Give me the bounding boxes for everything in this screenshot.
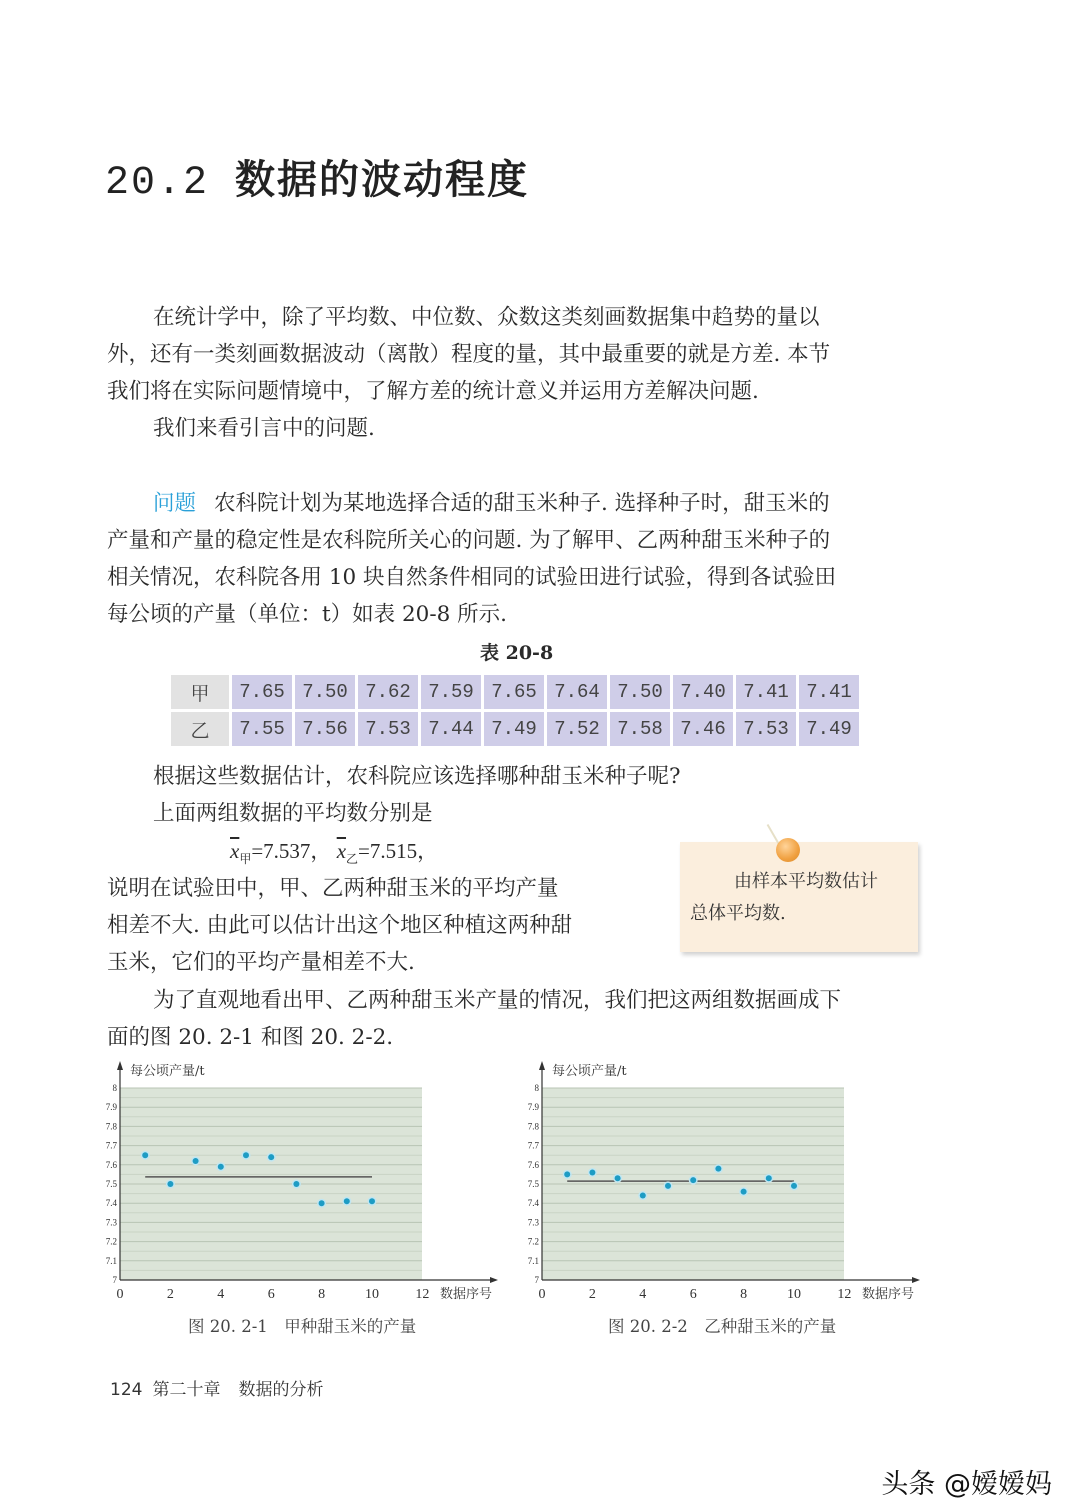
table-cell: 7.62 <box>358 675 418 709</box>
mean-formula <box>230 835 438 867</box>
body-paragraph-2 <box>107 758 922 832</box>
x-bar-b: $\overline{x}$ <box>336 839 347 863</box>
y-tick-label: 7.9 <box>105 1102 117 1113</box>
data-point <box>243 1152 249 1158</box>
problem-paragraph <box>107 485 922 633</box>
y-tick-label: 7.2 <box>527 1236 539 1247</box>
x-bar-a: $\overline{x}$ <box>230 839 240 863</box>
table-cell: 7.53 <box>358 712 418 746</box>
explain-paragraph <box>107 870 647 981</box>
x-axis-arrow-icon <box>912 1277 920 1283</box>
section-title <box>105 148 529 206</box>
chart-jia-yield <box>100 1058 520 1308</box>
data-point <box>564 1171 570 1177</box>
problem-line: 产量和产量的稳定性是农科院所关心的问题. 为了解甲、乙两种甜玉米种子的 <box>107 528 831 553</box>
problem-label: 问题 <box>153 491 197 516</box>
y-axis-arrow-icon <box>539 1061 545 1070</box>
x-axis-label: 数据序号 <box>440 1287 493 1302</box>
data-point <box>766 1175 772 1181</box>
data-point <box>268 1154 274 1160</box>
table-cell: 7.50 <box>610 675 670 709</box>
data-point <box>665 1183 671 1189</box>
explain-line: 相差不大. 由此可以估计出这个地区种植这两种甜 <box>107 913 573 938</box>
y-tick-label: 7.3 <box>105 1217 117 1228</box>
row-label: 乙 <box>171 712 229 746</box>
lead-paragraph <box>107 982 922 1056</box>
data-point <box>690 1177 696 1183</box>
problem-line: 每公顷的产量（单位：t）如表 20-8 所示. <box>107 602 507 627</box>
table-cell: 7.41 <box>799 675 859 709</box>
intro-line: 在统计学中，除了平均数、中位数、众数这类刻画数据集中趋势的量以 <box>153 305 820 330</box>
chapter-label: 第二十章 <box>152 1380 221 1400</box>
page-footer <box>110 1375 323 1400</box>
x-tick-label: 8 <box>318 1287 326 1302</box>
x-tick-label: 4 <box>639 1287 647 1302</box>
problem-line: 农科院计划为某地选择合适的甜玉米种子. 选择种子时，甜玉米的 <box>214 491 830 516</box>
y-tick-label: 7.4 <box>527 1198 539 1209</box>
data-point <box>218 1164 224 1170</box>
table-cell: 7.50 <box>295 675 355 709</box>
y-tick-label: 7.3 <box>527 1217 539 1228</box>
pushpin-icon <box>776 838 800 862</box>
table-cell: 7.40 <box>673 675 733 709</box>
data-point <box>615 1175 621 1181</box>
data-point <box>715 1166 721 1172</box>
intro-line: 外，还有一类刻画数据波动（离散）程度的量，其中最重要的就是方差. 本节 <box>107 342 831 367</box>
sticky-note <box>680 842 918 952</box>
data-point <box>589 1169 595 1175</box>
y-tick-label: 7.6 <box>105 1159 117 1170</box>
y-tick-label: 7.7 <box>105 1140 117 1151</box>
y-axis-label: 每公顷产量/t <box>552 1064 627 1079</box>
x-tick-label: 12 <box>415 1287 430 1302</box>
yield-table <box>168 672 862 749</box>
y-tick-label: 7.1 <box>105 1255 117 1266</box>
y-tick-label: 7.6 <box>527 1159 539 1170</box>
explain-line: 说明在试验田中，甲、乙两种甜玉米的平均产量 <box>107 876 559 901</box>
note-line: 总体平均数. <box>690 903 786 924</box>
data-point <box>167 1181 173 1187</box>
table-cell: 7.52 <box>547 712 607 746</box>
table-cell: 7.58 <box>610 712 670 746</box>
data-point <box>193 1158 199 1164</box>
figure-caption-2: 图 20. 2-2 乙种甜玉米的产量 <box>608 1317 837 1336</box>
y-tick-label: 7.5 <box>105 1179 117 1189</box>
y-axis-arrow-icon <box>117 1061 123 1070</box>
y-tick-label: 7.8 <box>527 1121 539 1132</box>
chapter-title: 数据的分析 <box>238 1380 324 1400</box>
x-tick-label: 10 <box>365 1287 379 1302</box>
figure-caption-1: 图 20. 2-1 甲种甜玉米的产量 <box>188 1317 417 1336</box>
x-tick-label: 0 <box>538 1287 546 1302</box>
data-point <box>293 1181 299 1187</box>
y-tick-label: 7.8 <box>105 1121 117 1132</box>
y-tick-label: 7 <box>534 1275 539 1285</box>
chart-yi-yield <box>522 1058 942 1308</box>
y-tick-label: 7 <box>112 1275 117 1285</box>
x-tick-label: 8 <box>740 1287 748 1302</box>
y-tick-label: 7.9 <box>527 1102 539 1113</box>
x-tick-label: 2 <box>166 1287 174 1302</box>
data-point <box>142 1152 148 1158</box>
question-line: 根据这些数据估计，农科院应该选择哪种甜玉米种子呢? <box>153 764 681 789</box>
table-row <box>171 712 859 746</box>
y-tick-label: 8 <box>534 1083 539 1093</box>
problem-line: 相关情况，农科院各用 10 块自然条件相同的试验田进行试验，得到各试验田 <box>107 565 837 590</box>
sub-b: 乙 <box>346 852 359 867</box>
x-tick-label: 0 <box>116 1287 124 1302</box>
table-cell: 7.59 <box>421 675 481 709</box>
y-tick-label: 7.4 <box>105 1198 117 1209</box>
x-tick-label: 6 <box>267 1287 275 1302</box>
table-caption: 表 20-8 <box>480 642 554 664</box>
sub-a: 甲 <box>239 852 252 867</box>
note-line: 由样本平均数估计 <box>734 871 878 892</box>
table-cell: 7.55 <box>232 712 292 746</box>
mean-a-value: =7.537， <box>251 839 332 863</box>
table-cell: 7.56 <box>295 712 355 746</box>
data-point <box>741 1189 747 1195</box>
table-cell: 7.53 <box>736 712 796 746</box>
y-tick-label: 7.1 <box>527 1255 539 1266</box>
y-tick-label: 7.7 <box>527 1140 539 1151</box>
row-label: 甲 <box>171 675 229 709</box>
x-tick-label: 10 <box>787 1287 801 1302</box>
y-axis-label: 每公顷产量/t <box>130 1064 205 1079</box>
intro-line: 我们来看引言中的问题. <box>153 416 375 441</box>
y-tick-label: 7.5 <box>527 1179 539 1189</box>
table-cell: 7.65 <box>484 675 544 709</box>
x-tick-label: 6 <box>689 1287 697 1302</box>
data-point <box>791 1183 797 1189</box>
explain-line: 玉米，它们的平均产量相差不大. <box>107 950 415 975</box>
table-cell: 7.49 <box>484 712 544 746</box>
x-tick-label: 2 <box>588 1287 596 1302</box>
table-cell: 7.49 <box>799 712 859 746</box>
table-row <box>171 675 859 709</box>
x-tick-label: 4 <box>217 1287 225 1302</box>
table-cell: 7.41 <box>736 675 796 709</box>
data-point <box>640 1193 646 1199</box>
intro-line: 我们将在实际问题情境中，了解方差的统计意义并运用方差解决问题. <box>107 379 759 404</box>
table-cell: 7.65 <box>232 675 292 709</box>
lead-line: 面的图 20. 2-1 和图 20. 2-2. <box>107 1025 394 1050</box>
table-cell: 7.44 <box>421 712 481 746</box>
table-cell: 7.64 <box>547 675 607 709</box>
page-number: 124 <box>110 1380 143 1400</box>
y-tick-label: 8 <box>112 1083 117 1093</box>
lead-line: 为了直观地看出甲、乙两种甜玉米产量的情况，我们把这两组数据画成下 <box>153 988 842 1013</box>
y-tick-label: 7.2 <box>105 1236 117 1247</box>
data-point <box>319 1200 325 1206</box>
x-tick-label: 12 <box>837 1287 852 1302</box>
x-axis-arrow-icon <box>490 1277 498 1283</box>
mean-b-value: =7.515， <box>358 839 439 863</box>
section-number: 20.2 <box>105 161 210 206</box>
watermark: 头条 @嫒嫒妈 <box>881 1469 1052 1500</box>
data-point <box>369 1198 375 1204</box>
means-intro-line: 上面两组数据的平均数分别是 <box>153 801 433 826</box>
section-title-text: 数据的波动程度 <box>235 156 530 203</box>
intro-paragraph <box>107 299 922 447</box>
x-axis-label: 数据序号 <box>862 1287 915 1302</box>
table-cell: 7.46 <box>673 712 733 746</box>
data-point <box>344 1198 350 1204</box>
